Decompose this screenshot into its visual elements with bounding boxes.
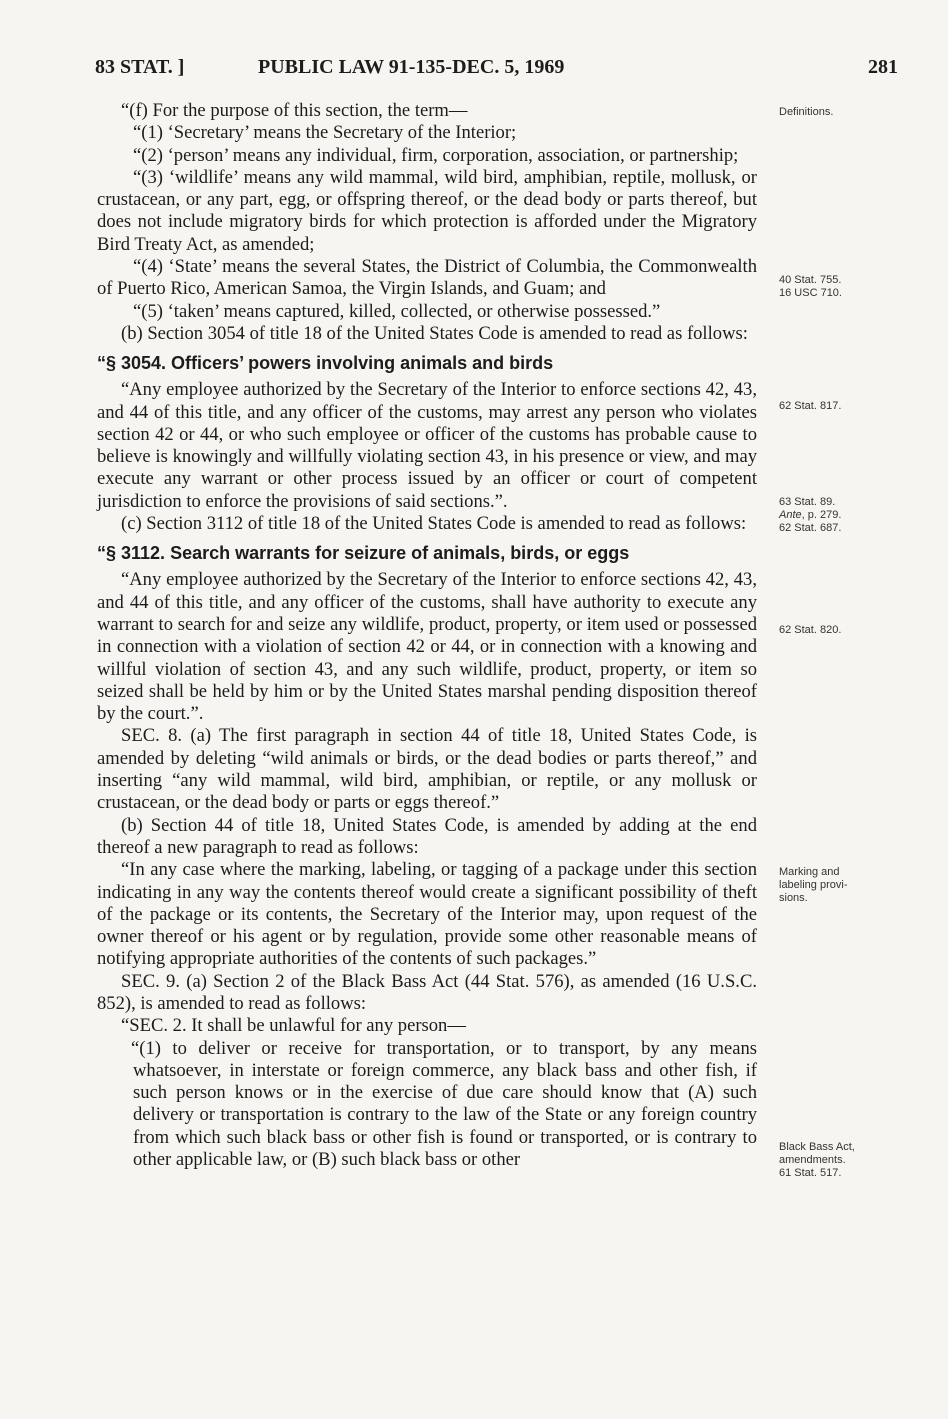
margin-note-mbta: 40 Stat. 755. 16 USC 710.: [779, 274, 842, 299]
public-law-title: PUBLIC LAW 91-135-DEC. 5, 1969: [258, 56, 565, 78]
paragraph: “In any case where the marking, labeling, or tagging of a package under this section indicating in any way the contents thereof would create a significant possibility of theft of the package or its contents, the Secretary of the Interior may, upon request of the owner thereof or his agent or by regulation, provide some other reasonable means of notifying appropriate authorities of the contents of such packages.”: [97, 859, 757, 970]
margin-note-definitions: Definitions.: [779, 106, 834, 118]
paragraph: “(1) to deliver or receive for transportation, or to transport, by any means whatsoever, in interstate or foreign commerce, any black bass and other fish, if such person knows or in the exercise of due care should know that (A) such delivery or transportation is contrary to the law of the State or any foreign country from which such black bass or other fish is found or transported, or is contrary to other applicable law, or (B) such black bass or other: [131, 1037, 757, 1171]
margin-note-black-bass: Black Bass Act, amendments. 61 Stat. 517.: [779, 1141, 855, 1179]
paragraph: SEC. 9. (a) Section 2 of the Black Bass Act (44 Stat. 576), as amended (16 U.S.C. 852), is amended to read as follows:: [97, 970, 757, 1014]
paragraph: (b) Section 44 of title 18, United States Code, is amended by adding at the end thereof a new paragraph to read as follows:: [97, 814, 757, 858]
section-heading-3112: “§ 3112. Search warrants for seizure of animals, birds, or eggs: [97, 543, 630, 564]
body-text: [97, 100, 757, 1171]
page-header: [0, 56, 948, 86]
paragraph: “(2) ‘person’ means any individual, firm, corporation, association, or partnership;: [133, 144, 739, 166]
paragraph: (b) Section 3054 of title 18 of the United States Code is amended to read as follows:: [121, 322, 748, 344]
section-heading-3054: “§ 3054. Officers’ powers involving animals and birds: [97, 353, 554, 374]
paragraph: (c) Section 3112 of title 18 of the United States Code is amended to read as follows:: [121, 513, 747, 535]
margin-note-marking: Marking and labeling provi- sions.: [779, 866, 848, 904]
paragraph: “(3) ‘wildlife’ means any wild mammal, wild bird, amphibian, reptile, mollusk, or crustacean, or any part, egg, or offspring thereof, or the dead body or parts thereof, but does not include migratory birds for which protection is afforded under the Migratory Bird Treaty Act, as amended;: [97, 166, 757, 255]
margin-note-citations: 63 Stat. 89. Ante, p. 279. 62 Stat. 687.: [779, 496, 842, 534]
stat-volume: 83 STAT. ]: [95, 56, 185, 78]
margin-note-3112: 62 Stat. 820.: [779, 624, 842, 636]
paragraph: “(1) ‘Secretary’ means the Secretary of the Interior;: [133, 122, 517, 144]
paragraph: “SEC. 2. It shall be unlawful for any person—: [121, 1015, 466, 1037]
paragraph: “Any employee authorized by the Secretary of the Interior to enforce sections 42, 43, and 44 of this title, and any officer of the customs, may arrest any person who violates section 42 or 44, or who such employee or officer of the customs has probable cause to believe is knowingly and willfully violating section 43, in his presence or view, and may execute any warrant or other process issued by an officer or court of competent jurisdiction to enforce the provisions of said sections.”.: [97, 379, 757, 512]
paragraph: “(f) For the purpose of this section, the term—: [121, 100, 468, 121]
margin-note-3054: 62 Stat. 817.: [779, 400, 842, 412]
paragraph: “Any employee authorized by the Secretary of the Interior to enforce sections 42, 43, and 44 of this title, and any officer of the customs, shall have authority to execute any warrant to search for and seize any wildlife, product, property, or item used or possessed in connection with a violation of section 42 or 44, or in connection with a knowing and willful violation of section 43, and any such wildlife, product, property, or item so seized shall be held by him or by the United States marshal pending disposition thereof by the court.”.: [97, 569, 757, 725]
paragraph: “(4) ‘State’ means the several States, the District of Columbia, the Commonwealth of Puerto Rico, American Samoa, the Virgin Islands, and Guam; and: [97, 256, 757, 300]
paragraph: SEC. 8. (a) The first paragraph in section 44 of title 18, United States Code, is amended by deleting “wild animals or birds, or the dead bodies or parts thereof,” and inserting “any wild mammal, wild bird, amphibian, or reptile, or any mollusk or crustacean, or the dead body or parts or eggs thereof.”: [97, 725, 757, 814]
paragraph: “(5) ‘taken’ means captured, killed, collected, or otherwise possessed.”: [133, 300, 661, 322]
page-number: 281: [868, 56, 898, 78]
